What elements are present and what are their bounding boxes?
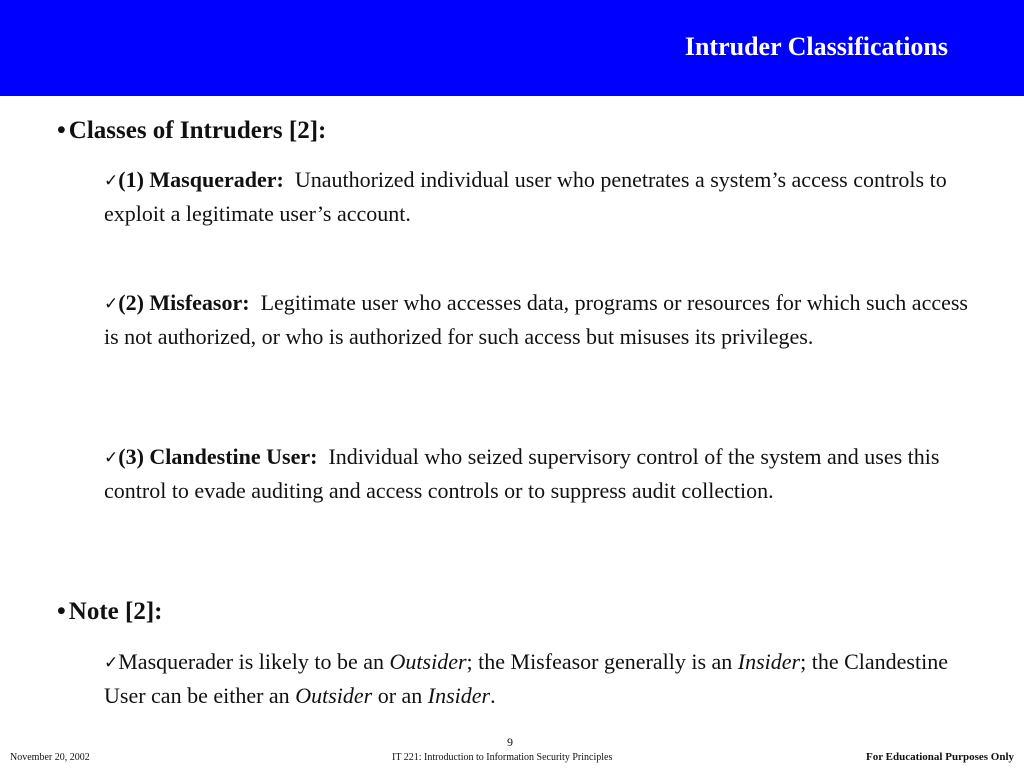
note-term-insider: Insider	[427, 683, 491, 708]
term-definition: Individual who seized supervisory control of the system and uses this control to evade auditing and access controls or to suppress audit collection.	[104, 444, 940, 503]
list-item-misfeasor	[104, 287, 984, 352]
checkmark-icon: ✓	[104, 448, 119, 468]
checkmark-icon: ✓	[104, 653, 119, 673]
list-item-masquerader	[104, 164, 984, 229]
note-text: ; the Clandestine User can be either an	[104, 649, 948, 708]
title-bar	[0, 0, 1024, 96]
note-term-outsider: Outsider	[389, 649, 467, 674]
note-text: .	[490, 683, 496, 708]
checkmark-icon: ✓	[104, 171, 119, 191]
note-text: or an	[372, 683, 428, 708]
bullet-classes-of-intruders	[57, 117, 326, 145]
footer-disclaimer: For Educational Purposes Only	[865, 751, 1014, 763]
footer-course: IT 221: Introduction to Information Security Principles	[392, 752, 613, 763]
bullet-dot: •	[57, 117, 66, 144]
bullet-heading: Classes of Intruders [2]:	[68, 117, 327, 144]
note-term-insider: Insider	[737, 649, 801, 674]
list-item-clandestine-user	[104, 441, 984, 506]
page-number: 9	[507, 735, 513, 749]
checkmark-icon: ✓	[104, 294, 119, 314]
bullet-heading: Note [2]:	[68, 598, 163, 625]
note-item	[104, 646, 984, 711]
term-definition: Unauthorized individual user who penetrates a system’s access controls to exploit a legitimate user’s account.	[104, 167, 947, 226]
term-label: (1) Masquerader:	[118, 167, 284, 192]
note-term-outsider: Outsider	[295, 683, 373, 708]
slide-title: Intruder Classifications	[684, 32, 948, 61]
note-text: Masquerader is likely to be an	[118, 649, 390, 674]
note-text: ; the Misfeasor generally is an	[466, 649, 738, 674]
term-label: (2) Misfeasor:	[118, 290, 250, 315]
bullet-note	[57, 598, 162, 626]
term-definition: Legitimate user who accesses data, programs or resources for which such access is not authorized, or who is authorized for such access but misuses its privileges.	[104, 290, 968, 349]
footer-date: November 20, 2002	[10, 752, 90, 763]
term-label: (3) Clandestine User:	[118, 444, 318, 469]
bullet-dot: •	[57, 598, 66, 625]
